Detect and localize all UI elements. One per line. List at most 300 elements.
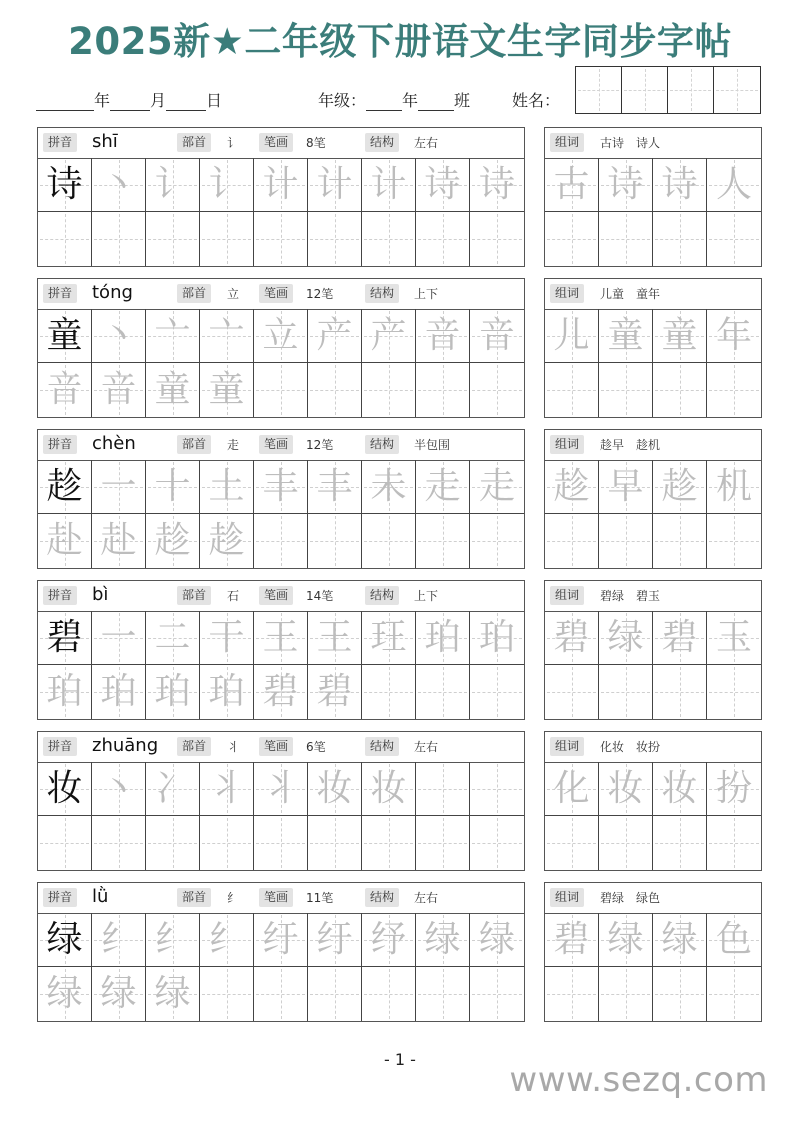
tracing-stroke: 珀 (46, 671, 83, 712)
structure-label: 结构 (365, 737, 399, 756)
character-practice-panel (37, 429, 525, 569)
word-cell[interactable] (599, 460, 653, 514)
tracing-cell[interactable] (146, 611, 200, 665)
tracing-stroke: 音 (46, 369, 83, 410)
tracing-cell[interactable] (362, 665, 416, 719)
word-cell[interactable] (545, 460, 599, 514)
strokes-value: 12笔 (306, 438, 334, 452)
tracing-cell[interactable] (470, 212, 524, 266)
tracing-grid (38, 611, 524, 719)
tracing-stroke: 珀 (100, 671, 137, 712)
pinyin-value: lǜ (92, 886, 109, 907)
tracing-stroke: 绿 (100, 973, 137, 1014)
word-character: 碧 (553, 918, 590, 960)
radical-label: 部首 (177, 284, 211, 303)
word-cell[interactable] (707, 309, 761, 363)
tracing-stroke: 干 (208, 616, 245, 658)
tracing-cell[interactable] (362, 762, 416, 816)
word-cell[interactable] (653, 309, 707, 363)
tracing-cell[interactable] (254, 611, 308, 665)
model-character-cell[interactable] (38, 309, 92, 363)
structure-label: 结构 (365, 435, 399, 454)
pinyin-label: 拼音 (43, 586, 77, 605)
tracing-stroke: 绿 (478, 918, 515, 960)
tracing-cell[interactable] (416, 514, 470, 568)
character-practice-panel (37, 580, 525, 720)
tracing-cell[interactable] (92, 816, 146, 870)
tracing-cell[interactable] (254, 158, 308, 212)
structure-value: 左右 (414, 891, 439, 905)
tracing-stroke: 纡 (262, 918, 299, 960)
tracing-grid (38, 913, 524, 1021)
word-character: 早 (607, 465, 644, 507)
tracing-cell[interactable] (254, 514, 308, 568)
word-cell[interactable] (545, 967, 599, 1021)
tracing-cell[interactable] (470, 514, 524, 568)
word-cell[interactable] (653, 816, 707, 870)
tracing-cell[interactable] (200, 363, 254, 417)
word-cell[interactable] (599, 816, 653, 870)
strokes-value: 8笔 (306, 136, 326, 150)
tracing-cell[interactable] (146, 460, 200, 514)
pinyin-value: shī (92, 131, 118, 152)
tracing-stroke: 音 (100, 369, 137, 410)
word-cell[interactable] (545, 816, 599, 870)
tracing-cell[interactable] (254, 309, 308, 363)
words-value: 化妆 妆扮 (600, 740, 661, 754)
word-cell[interactable] (707, 460, 761, 514)
tracing-cell[interactable] (146, 816, 200, 870)
word-grid (545, 913, 761, 1021)
word-character: 碧 (553, 616, 590, 658)
tracing-cell[interactable] (200, 762, 254, 816)
word-grid (545, 158, 761, 266)
tracing-cell[interactable] (362, 611, 416, 665)
tracing-stroke: 纟 (208, 918, 245, 960)
tracing-stroke: 音 (478, 314, 515, 356)
words-header (545, 581, 761, 612)
pinyin-label: 拼音 (43, 133, 77, 152)
tracing-cell[interactable] (470, 363, 524, 417)
tracing-cell[interactable] (146, 665, 200, 719)
tracing-cell[interactable] (416, 611, 470, 665)
character-info-header (38, 732, 524, 763)
pinyin-value: zhuāng (92, 735, 159, 756)
tracing-cell[interactable] (470, 967, 524, 1021)
model-character-cell[interactable] (38, 158, 92, 212)
strokes-label: 笔画 (259, 284, 293, 303)
tracing-cell[interactable] (416, 460, 470, 514)
tracing-cell[interactable] (362, 309, 416, 363)
words-header (545, 279, 761, 310)
strokes-label: 笔画 (259, 133, 293, 152)
tracing-cell[interactable] (146, 158, 200, 212)
radical-label: 部首 (177, 888, 211, 907)
strokes-label: 笔画 (259, 888, 293, 907)
tracing-cell[interactable] (38, 967, 92, 1021)
tracing-stroke: 珀 (154, 671, 191, 712)
tracing-cell[interactable] (254, 913, 308, 967)
tracing-cell[interactable] (308, 460, 362, 514)
radical-label: 部首 (177, 737, 211, 756)
word-cell[interactable] (599, 913, 653, 967)
tracing-stroke: 诗 (478, 163, 515, 205)
tracing-stroke: 珀 (478, 616, 515, 658)
tracing-cell[interactable] (470, 762, 524, 816)
tracing-cell[interactable] (470, 913, 524, 967)
tracing-cell[interactable] (146, 514, 200, 568)
tracing-grid (38, 309, 524, 417)
word-cell[interactable] (653, 913, 707, 967)
tracing-stroke: 未 (370, 465, 407, 507)
tracing-stroke: 妆 (370, 767, 407, 809)
word-practice-panel (544, 731, 762, 871)
tracing-cell[interactable] (416, 309, 470, 363)
tracing-cell[interactable] (146, 913, 200, 967)
word-character: 色 (715, 918, 752, 960)
tracing-cell[interactable] (362, 913, 416, 967)
tracing-cell[interactable] (254, 967, 308, 1021)
tracing-cell[interactable] (308, 212, 362, 266)
tracing-stroke: 童 (154, 369, 191, 410)
word-cell[interactable] (545, 665, 599, 719)
word-cell[interactable] (707, 212, 761, 266)
tracing-cell[interactable] (200, 665, 254, 719)
tracing-stroke: 碧 (262, 671, 299, 712)
word-cell[interactable] (599, 158, 653, 212)
tracing-cell[interactable] (470, 309, 524, 363)
tracing-cell[interactable] (254, 460, 308, 514)
character-practice-panel (37, 127, 525, 267)
radical-value: 走 (227, 438, 240, 452)
pinyin-value: chèn (92, 433, 136, 454)
word-character: 年 (715, 314, 752, 356)
tracing-stroke: 妆 (316, 767, 353, 809)
grade-class-field[interactable]: 年级： 年 班 (318, 91, 471, 110)
tracing-stroke: 碧 (316, 671, 353, 712)
tracing-cell[interactable] (146, 212, 200, 266)
tracing-cell[interactable] (92, 460, 146, 514)
tracing-stroke: 赴 (100, 520, 137, 561)
structure-value: 上下 (414, 287, 439, 301)
word-cell[interactable] (653, 665, 707, 719)
structure-label: 结构 (365, 888, 399, 907)
tracing-grid (38, 762, 524, 870)
word-cell[interactable] (599, 665, 653, 719)
tracing-cell[interactable] (416, 816, 470, 870)
tracing-cell[interactable] (92, 158, 146, 212)
tracing-cell[interactable] (38, 212, 92, 266)
word-cell[interactable] (599, 212, 653, 266)
word-cell[interactable] (545, 762, 599, 816)
word-cell[interactable] (653, 212, 707, 266)
words-header (545, 128, 761, 159)
tracing-cell[interactable] (92, 309, 146, 363)
word-cell[interactable] (707, 158, 761, 212)
tracing-cell[interactable] (200, 212, 254, 266)
tracing-cell[interactable] (362, 363, 416, 417)
word-cell[interactable] (707, 762, 761, 816)
tracing-stroke: 丶 (100, 767, 137, 809)
tracing-stroke: 丶 (100, 314, 137, 356)
tracing-stroke: 赴 (46, 520, 83, 561)
word-cell[interactable] (599, 762, 653, 816)
tracing-cell[interactable] (308, 363, 362, 417)
tracing-stroke: 一 (100, 616, 137, 658)
word-cell[interactable] (653, 762, 707, 816)
tracing-cell[interactable] (416, 363, 470, 417)
word-character: 诗 (607, 163, 644, 205)
word-cell[interactable] (707, 816, 761, 870)
tracing-cell[interactable] (38, 363, 92, 417)
word-cell[interactable] (653, 363, 707, 417)
tracing-cell[interactable] (200, 967, 254, 1021)
model-character-cell[interactable] (38, 611, 92, 665)
word-cell[interactable] (599, 363, 653, 417)
character-practice-panel (37, 278, 525, 418)
model-character-cell[interactable] (38, 762, 92, 816)
structure-value: 半包围 (414, 438, 451, 452)
page-title: 2025新★二年级下册语文生字同步字帖 (68, 20, 732, 63)
tracing-stroke: 童 (208, 369, 245, 410)
tracing-cell[interactable] (146, 762, 200, 816)
words-label: 组词 (550, 737, 584, 756)
word-cell[interactable] (653, 514, 707, 568)
word-character: 趁 (661, 465, 698, 507)
tracing-cell[interactable] (362, 460, 416, 514)
word-cell[interactable] (653, 460, 707, 514)
model-character: 碧 (46, 616, 83, 658)
tracing-cell[interactable] (362, 212, 416, 266)
model-character: 绿 (46, 918, 83, 960)
tracing-cell[interactable] (470, 460, 524, 514)
word-character: 古 (553, 163, 590, 205)
strokes-label: 笔画 (259, 586, 293, 605)
word-cell[interactable] (707, 913, 761, 967)
tracing-cell[interactable] (416, 212, 470, 266)
tracing-stroke: 讠 (208, 163, 245, 205)
character-info-header (38, 581, 524, 612)
words-header (545, 883, 761, 914)
tracing-cell[interactable] (362, 158, 416, 212)
tracing-cell[interactable] (92, 514, 146, 568)
tracing-cell[interactable] (470, 611, 524, 665)
date-field[interactable]: 年 月 日 (36, 88, 222, 111)
tracing-cell[interactable] (38, 665, 92, 719)
word-practice-panel (544, 429, 762, 569)
pinyin-label: 拼音 (43, 435, 77, 454)
word-character: 童 (661, 314, 698, 356)
model-character-cell[interactable] (38, 913, 92, 967)
words-label: 组词 (550, 435, 584, 454)
word-character: 诗 (661, 163, 698, 205)
word-cell[interactable] (545, 363, 599, 417)
tracing-stroke: 纡 (316, 918, 353, 960)
tracing-cell[interactable] (470, 665, 524, 719)
tracing-cell[interactable] (254, 363, 308, 417)
tracing-cell[interactable] (92, 363, 146, 417)
tracing-cell[interactable] (254, 762, 308, 816)
word-cell[interactable] (545, 611, 599, 665)
tracing-cell[interactable] (146, 363, 200, 417)
word-cell[interactable] (707, 363, 761, 417)
word-grid (545, 762, 761, 870)
pinyin-label: 拼音 (43, 737, 77, 756)
tracing-cell[interactable] (200, 158, 254, 212)
word-cell[interactable] (545, 913, 599, 967)
word-cell[interactable] (545, 309, 599, 363)
words-label: 组词 (550, 888, 584, 907)
student-info-line (36, 88, 576, 112)
tracing-stroke: 产 (370, 314, 407, 356)
radical-value: 石 (227, 589, 240, 603)
tracing-stroke: 丬 (262, 767, 299, 809)
tracing-cell[interactable] (308, 514, 362, 568)
tracing-cell[interactable] (38, 514, 92, 568)
tracing-cell[interactable] (416, 967, 470, 1021)
tracing-cell[interactable] (200, 913, 254, 967)
word-cell[interactable] (599, 967, 653, 1021)
tracing-cell[interactable] (308, 158, 362, 212)
word-cell[interactable] (707, 665, 761, 719)
word-character: 绿 (661, 918, 698, 960)
word-cell[interactable] (707, 967, 761, 1021)
tracing-cell[interactable] (146, 309, 200, 363)
word-cell[interactable] (545, 158, 599, 212)
word-cell[interactable] (599, 309, 653, 363)
word-practice-panel (544, 278, 762, 418)
word-cell[interactable] (599, 514, 653, 568)
word-grid (545, 460, 761, 568)
tracing-cell[interactable] (308, 309, 362, 363)
tracing-cell[interactable] (470, 816, 524, 870)
tracing-stroke: 诗 (424, 163, 461, 205)
tracing-cell[interactable] (92, 212, 146, 266)
tracing-cell[interactable] (470, 158, 524, 212)
tracing-stroke: 绿 (424, 918, 461, 960)
tracing-grid (38, 158, 524, 266)
tracing-cell[interactable] (200, 611, 254, 665)
strokes-value: 12笔 (306, 287, 334, 301)
word-character: 绿 (607, 918, 644, 960)
tracing-grid (38, 460, 524, 568)
tracing-cell[interactable] (92, 665, 146, 719)
tracing-cell[interactable] (362, 816, 416, 870)
tracing-cell[interactable] (200, 514, 254, 568)
word-cell[interactable] (653, 967, 707, 1021)
tracing-cell[interactable] (200, 460, 254, 514)
tracing-stroke: 一 (100, 465, 137, 507)
words-value: 碧绿 绿色 (600, 891, 661, 905)
tracing-stroke: 绿 (154, 973, 191, 1014)
tracing-cell[interactable] (92, 967, 146, 1021)
radical-value: 纟 (227, 891, 240, 905)
word-cell[interactable] (707, 611, 761, 665)
name-label: 姓名： (512, 91, 561, 110)
radical-label: 部首 (177, 435, 211, 454)
tracing-cell[interactable] (92, 913, 146, 967)
tracing-stroke: 亠 (208, 314, 245, 356)
tracing-stroke: 绿 (46, 973, 83, 1014)
tracing-cell[interactable] (308, 967, 362, 1021)
tracing-cell[interactable] (416, 158, 470, 212)
word-character: 碧 (661, 616, 698, 658)
tracing-cell[interactable] (146, 967, 200, 1021)
tracing-cell[interactable] (38, 816, 92, 870)
word-cell[interactable] (707, 514, 761, 568)
structure-value: 左右 (414, 740, 439, 754)
radical-value: 立 (227, 287, 240, 301)
tracing-cell[interactable] (200, 309, 254, 363)
word-cell[interactable] (545, 212, 599, 266)
tracing-stroke: 趁 (208, 520, 245, 561)
word-character: 妆 (607, 767, 644, 809)
structure-value: 上下 (414, 589, 439, 603)
watermark: www.sezq.com (509, 1060, 768, 1100)
name-cell[interactable] (714, 67, 760, 113)
strokes-label: 笔画 (259, 435, 293, 454)
word-character: 扮 (715, 767, 752, 809)
model-character-cell[interactable] (38, 460, 92, 514)
words-label: 组词 (550, 284, 584, 303)
word-cell[interactable] (599, 611, 653, 665)
tracing-cell[interactable] (416, 762, 470, 816)
tracing-cell[interactable] (254, 816, 308, 870)
word-character: 玉 (715, 616, 752, 658)
tracing-cell[interactable] (308, 913, 362, 967)
radical-value: 丬 (227, 740, 240, 754)
tracing-cell[interactable] (308, 762, 362, 816)
tracing-stroke: 计 (370, 163, 407, 205)
name-cell[interactable] (622, 67, 668, 113)
pinyin-value: bì (92, 584, 109, 605)
name-cell[interactable] (576, 67, 622, 113)
tracing-cell[interactable] (200, 816, 254, 870)
radical-label: 部首 (177, 586, 211, 605)
name-cell[interactable] (668, 67, 714, 113)
tracing-cell[interactable] (254, 665, 308, 719)
word-character: 化 (553, 767, 590, 809)
tracing-cell[interactable] (416, 665, 470, 719)
structure-label: 结构 (365, 284, 399, 303)
word-cell[interactable] (545, 514, 599, 568)
tracing-cell[interactable] (308, 611, 362, 665)
tracing-cell[interactable] (362, 514, 416, 568)
word-cell[interactable] (653, 611, 707, 665)
tracing-cell[interactable] (92, 762, 146, 816)
name-writing-grid[interactable] (575, 66, 761, 114)
word-character: 妆 (661, 767, 698, 809)
tracing-cell[interactable] (362, 967, 416, 1021)
tracing-stroke: 计 (316, 163, 353, 205)
tracing-stroke: 王 (262, 616, 299, 658)
tracing-stroke: 趁 (154, 520, 191, 561)
words-label: 组词 (550, 586, 584, 605)
word-character: 机 (715, 465, 752, 507)
structure-label: 结构 (365, 586, 399, 605)
pinyin-label: 拼音 (43, 284, 77, 303)
word-cell[interactable] (653, 158, 707, 212)
tracing-cell[interactable] (308, 665, 362, 719)
tracing-cell[interactable] (308, 816, 362, 870)
radical-value: 讠 (227, 136, 240, 150)
tracing-cell[interactable] (92, 611, 146, 665)
model-character: 妆 (46, 767, 83, 809)
tracing-cell[interactable] (254, 212, 308, 266)
tracing-cell[interactable] (416, 913, 470, 967)
words-header (545, 430, 761, 461)
strokes-value: 11笔 (306, 891, 334, 905)
